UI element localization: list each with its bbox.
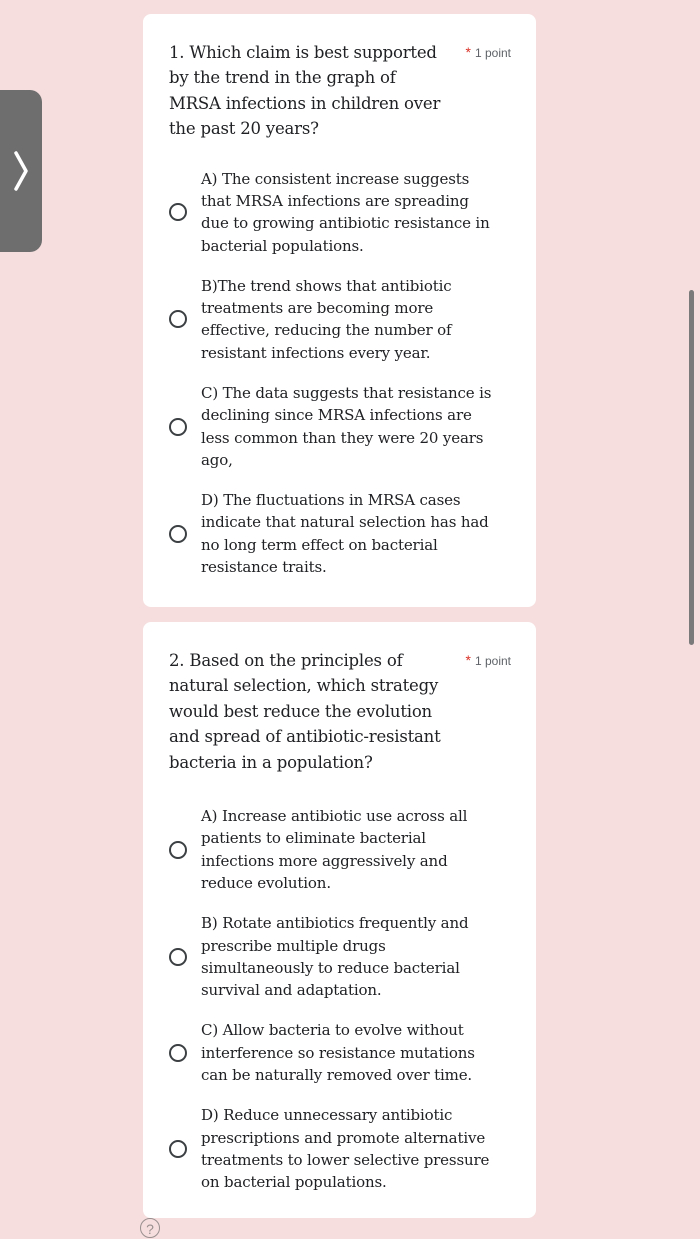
- question-title: 2. Based on the principles of natural selection, which strategy would best reduce the evolution and spread of antibiotic-resistant bacteria in a population?: [169, 651, 441, 772]
- options-list: [169, 168, 510, 579]
- option-b[interactable]: [169, 275, 510, 364]
- question-card-1: [143, 14, 536, 607]
- question-title: 1. Which claim is best supported by the trend in the graph of MRSA infections in children over the past 20 years?: [169, 43, 441, 139]
- option-d[interactable]: [169, 489, 510, 578]
- option-b[interactable]: [169, 912, 510, 1001]
- option-c[interactable]: [169, 1019, 510, 1086]
- side-panel-toggle[interactable]: [0, 90, 42, 252]
- help-circle-icon[interactable]: ?: [140, 1218, 160, 1238]
- option-a[interactable]: [169, 168, 510, 257]
- scrollbar-thumb[interactable]: [689, 290, 694, 645]
- required-asterisk: *: [465, 44, 471, 60]
- option-label: D) The fluctuations in MRSA cases indicate that natural selection has had no long term effect on bacterial resistance traits.: [201, 491, 489, 577]
- points-value: 1 point: [474, 46, 511, 60]
- radio-button[interactable]: [169, 948, 187, 966]
- option-label: C) Allow bacteria to evolve without interference so resistance mutations can be naturally removed over time.: [201, 1021, 475, 1084]
- radio-button[interactable]: [169, 1140, 187, 1158]
- option-label: A) Increase antibiotic use across all patients to eliminate bacterial infections more aggressively and reduce evolution.: [201, 807, 468, 892]
- question-card-2: [143, 622, 536, 1218]
- points-label: [466, 652, 511, 668]
- radio-button[interactable]: [169, 1044, 187, 1062]
- required-asterisk: *: [465, 652, 471, 668]
- option-label: B)The trend shows that antibiotic treatments are becoming more effective, reducing the number of resistant infections every year.: [201, 276, 452, 362]
- option-a[interactable]: [169, 805, 510, 894]
- radio-button[interactable]: [169, 310, 187, 328]
- radio-button[interactable]: [169, 525, 187, 543]
- points-value: 1 point: [474, 654, 511, 668]
- option-c[interactable]: [169, 382, 510, 471]
- option-label: D) Reduce unnecessary antibiotic prescriptions and promote alternative treatments to lower selective pressure on bacterial populations.: [201, 1106, 490, 1192]
- chevron-right-icon: [13, 151, 29, 191]
- option-d[interactable]: [169, 1104, 510, 1193]
- points-label: [466, 44, 511, 60]
- options-list: [169, 805, 510, 1193]
- radio-button[interactable]: [169, 841, 187, 859]
- option-label: C) The data suggests that resistance is declining since MRSA infections are less common than they were 20 years ago,: [201, 384, 492, 469]
- option-label: B) Rotate antibiotics frequently and prescribe multiple drugs simultaneously to reduce bacterial survival and adaptation.: [201, 914, 469, 1000]
- option-label: A) The consistent increase suggests that MRSA infections are spreading due to growing antibiotic resistance in bacterial populations.: [201, 169, 490, 255]
- radio-button[interactable]: [169, 418, 187, 436]
- radio-button[interactable]: [169, 203, 187, 221]
